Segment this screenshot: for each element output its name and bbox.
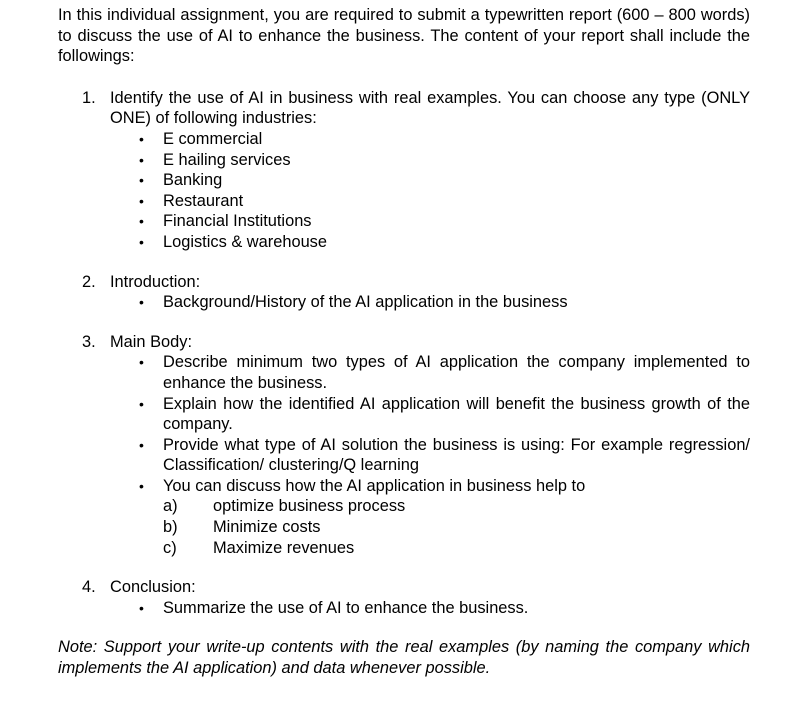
section-number: 4. — [82, 578, 96, 597]
bullet-text: Logistics & warehouse — [163, 232, 327, 251]
section-number: 2. — [82, 272, 96, 291]
sub-item-text: optimize business process — [213, 497, 406, 516]
bullet-text: E hailing services — [163, 150, 291, 169]
bullet-list — [110, 292, 750, 313]
bullet-text: You can discuss how the AI application in business help to — [163, 476, 586, 495]
sub-item-mark: c) — [163, 538, 177, 557]
bullet-list — [110, 352, 750, 558]
section-title: Introduction: — [110, 272, 201, 291]
bullet-text: Explain how the identified AI application will benefit the business growth of the company. — [163, 394, 750, 434]
industry-list — [110, 129, 750, 253]
bullet-item — [139, 598, 750, 619]
bullet-text: E commercial — [163, 129, 263, 148]
bullet-item — [139, 150, 750, 171]
bullet-item — [139, 191, 750, 212]
section-4 — [58, 577, 750, 618]
sub-item-mark: b) — [163, 518, 178, 537]
bullet-icon: • — [139, 213, 144, 230]
bullet-text: Financial Institutions — [163, 212, 312, 231]
intro-paragraph: In this individual assignment, you are required to submit a typewritten report (600 – 800 words) to discuss the use of AI to enhance the business. The content of your report shall include the followings: — [58, 6, 750, 66]
section-2 — [58, 272, 750, 313]
bullet-item — [139, 476, 750, 558]
section-list — [58, 88, 750, 619]
bullet-text: Background/History of the AI application in the business — [163, 293, 568, 312]
bullet-icon: • — [139, 151, 144, 168]
sub-item — [163, 538, 750, 559]
bullet-item — [139, 394, 750, 435]
bullet-icon: • — [139, 599, 144, 616]
section-title: Conclusion: — [110, 578, 196, 597]
bullet-item — [139, 170, 750, 191]
sub-item — [163, 496, 750, 517]
bullet-icon: • — [139, 294, 144, 311]
bullet-icon: • — [139, 130, 144, 147]
sub-item-mark: a) — [163, 497, 178, 516]
bullet-text: Provide what type of AI solution the business is using: For example regression/ Classification/ clustering/Q learning — [163, 435, 750, 475]
bullet-item — [139, 129, 750, 150]
section-1 — [58, 88, 750, 253]
section-number: 1. — [82, 88, 96, 107]
bullet-text: Summarize the use of AI to enhance the business. — [163, 598, 529, 617]
sub-item-text: Minimize costs — [213, 518, 321, 537]
bullet-icon: • — [139, 395, 144, 412]
sub-item-text: Maximize revenues — [213, 538, 355, 557]
bullet-icon: • — [139, 192, 144, 209]
bullet-text: Banking — [163, 171, 223, 190]
note-paragraph: Note: Support your write-up contents with the real examples (by naming the company which implements the AI application) and data whenever possible. — [58, 638, 750, 678]
bullet-item — [139, 435, 750, 476]
bullet-item — [139, 292, 750, 313]
section-title: Main Body: — [110, 332, 192, 351]
bullet-icon: • — [139, 436, 144, 453]
sub-list — [163, 496, 750, 558]
bullet-item — [139, 211, 750, 232]
section-title: Identify the use of AI in business with real examples. You can choose any type (ONLY ONE) of following industries: — [110, 88, 750, 128]
section-3 — [58, 332, 750, 559]
bullet-text: Describe minimum two types of AI application the company implemented to enhance the business. — [163, 353, 750, 392]
section-number: 3. — [82, 332, 96, 351]
bullet-item — [139, 352, 750, 393]
bullet-icon: • — [139, 233, 144, 250]
bullet-text: Restaurant — [163, 191, 244, 210]
bullet-item — [139, 232, 750, 253]
bullet-list — [110, 598, 750, 619]
bullet-icon: • — [139, 477, 144, 494]
bullet-icon: • — [139, 172, 144, 189]
sub-item — [163, 517, 750, 538]
bullet-icon: • — [139, 354, 144, 371]
